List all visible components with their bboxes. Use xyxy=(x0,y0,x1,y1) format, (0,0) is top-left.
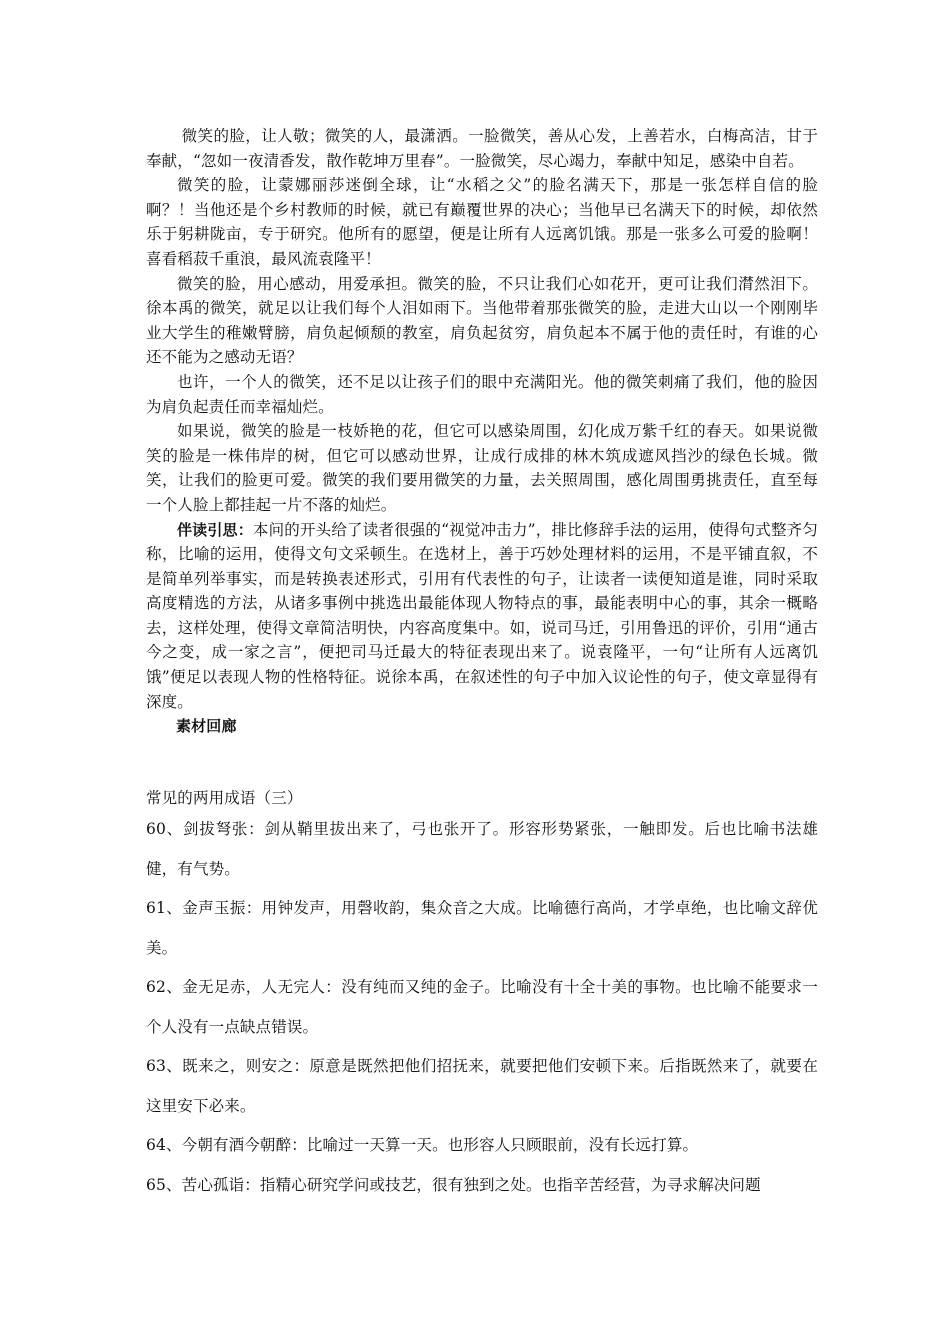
essay-paragraph: 也许，一个人的微笑，还不足以让孩子们的眼中充满阳光。他的微笑刺痛了我们，他的脸因为肩负起责任而幸福灿烂。 xyxy=(146,372,818,416)
essay-paragraph: 微笑的脸，让人敬；微笑的人，最潇洒。一脸微笑，善从心发，上善若水，白梅高洁，甘于奉献，“忽如一夜清香发，散作乾坤万里春”。一脸微笑，尽心竭力，奉献中知足，感染中自若。 xyxy=(146,127,818,170)
commentary-label: 伴读引思： xyxy=(177,520,253,539)
idiom-entry: 61、金声玉振：用钟发声，用磬收韵，集众音之大成。比喻德行高尚，才学卓绝，也比喻文辞优美。 xyxy=(146,899,818,957)
commentary-text: 本问的开头给了读者很强的“视觉冲击力”，排比修辞手法的运用，使得句式整齐匀称，比喻的运用，使得文句文采顿生。在选材上，善于巧妙处理材料的运用，不是平铺直叙，不是简单列举事实，而是转换表述形式，引用有代表性的句子，让读者一读便知道是谁，同时采取高度精选的方法，从诸多事例中挑选出最能体现人物特点的事，最能表明中心的事，其余一概略去，这样处理，使得文章简洁明快，内容高度集中。如，说司马迁，引用鲁迅的评价，引用“通古今之变，成一家之言”，便把司马迁最大的特征表现出来了。说袁隆平，一句“让所有人远离饥饿”便足以表现人物的性格特征。说徐本禹，在叙述性的句子中加入议论性的句子，使文章显得有深度。 xyxy=(146,520,818,711)
idiom-list xyxy=(146,786,818,1205)
idiom-entry: 64、今朝有酒今朝醉：比喻过一天算一天。也形容人只顾眼前，没有长远打算。 xyxy=(146,1136,699,1154)
idiom-entry: 63、既来之，则安之：原意是既然把他们招抚来，就要把他们安顿下来。后指既然来了，就要在这里安下必来。 xyxy=(146,1057,818,1115)
essay-paragraph: 微笑的脸，用心感动，用爱承担。微笑的脸，不只让我们心如花开，更可让我们潸然泪下。徐本禹的微笑，就足以让我们每个人泪如雨下。当他带着那张微笑的脸，走进大山以一个刚刚毕业大学生的稚嫩臂膀，肩负起倾颓的教室，肩负起贫穷，肩负起本不属于他的责任时，有谁的心还不能为之感动无语？ xyxy=(146,274,818,367)
idiom-list-subtitle: 常见的两用成语（三） xyxy=(146,789,303,807)
section-title: 素材回廊 xyxy=(176,717,237,736)
essay-paragraph: 微笑的脸，让蒙娜丽莎迷倒全球，让“水稻之父”的脸名满天下，那是一张怎样自信的脸啊？！当他还是个乡村教师的时候，就已有巅覆世界的决心；当他早已名满天下的时候，却依然乐于躬耕陇亩，专于研究。他所有的愿望，便是让所有人远离饥饿。那是一张多么可爱的脸啊！喜看稻菽千重浪，最风流袁隆平！ xyxy=(146,176,818,268)
idiom-entry: 60、剑拔弩张：剑从鞘里拔出来了，弓也张开了。形容形势紧张，一触即发。后也比喻书法雄健，有气势。 xyxy=(146,820,818,878)
idiom-entry: 65、苦心孤诣：指精心研究学问或技艺，很有独到之处。也指辛苦经营，为寻求解决问题 xyxy=(146,1175,761,1194)
essay-paragraph: 如果说，微笑的脸是一枝娇艳的花，但它可以感染周围，幻化成万紫千红的春天。如果说微笑的脸是一株伟岸的树，但它可以感动世界，让成行成排的林木筑成遮风挡沙的绿色长城。微笑，让我们的脸更可爱。微笑的我们要用微笑的力量，去关照周围，感化周围勇挑责任，直至每一个人脸上都挂起一片不落的灿烂。 xyxy=(146,422,818,514)
essay-body xyxy=(146,124,818,739)
idiom-entry: 62、金无足赤，人无完人：没有纯而又纯的金子。比喻没有十全十美的事物。也比喻不能要求一个人没有一点缺点错误。 xyxy=(146,978,818,1036)
commentary-paragraph xyxy=(146,518,818,715)
